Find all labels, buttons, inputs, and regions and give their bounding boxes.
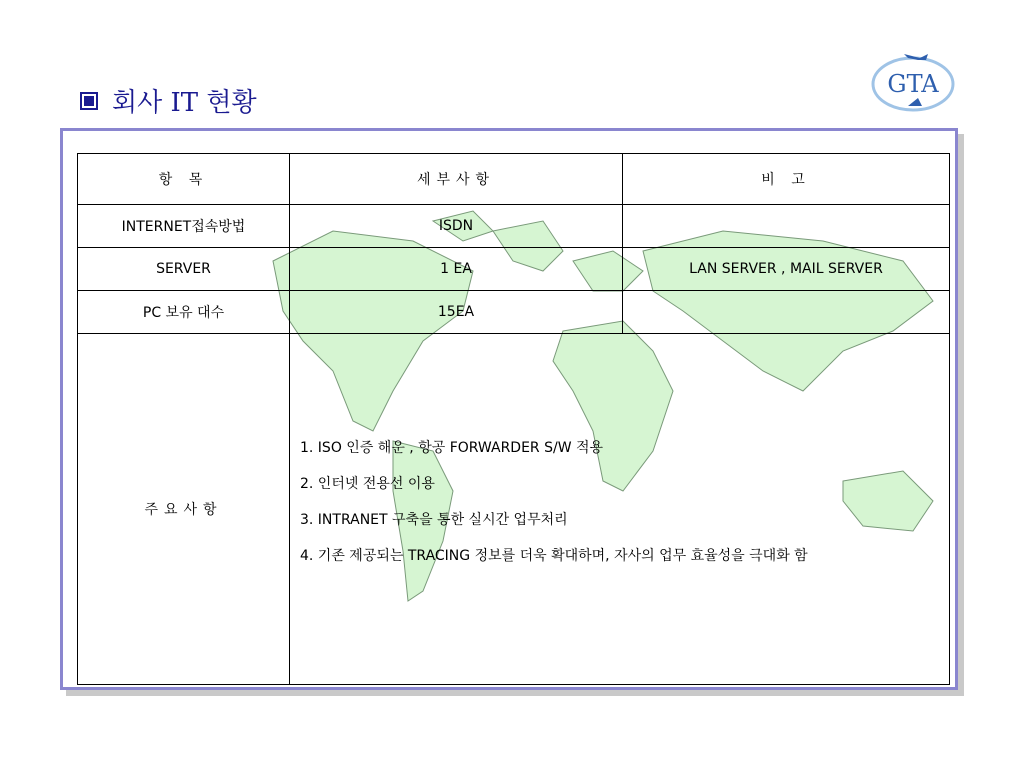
main-items-label: 주요사항 [78,334,290,685]
it-status-table [77,153,950,685]
table-row [78,205,950,248]
list-item: 2. 인터넷 전용선 이용 [300,476,435,492]
list-item: 3. INTRANET 구축을 통한 실시간 업무처리 [300,512,568,528]
row-item: INTERNET접속방법 [78,205,290,248]
main-items-list [290,334,950,685]
list-item: 4. 기존 제공되는 TRACING 정보를 더욱 확대하며, 자사의 업무 효율성을 극대화 함 [300,548,808,564]
gta-logo [868,46,958,116]
row-detail: 15EA [290,291,623,334]
header-detail: 세부사항 [290,154,623,205]
table-header-row [78,154,950,205]
row-detail: ISDN [290,205,623,248]
page-title [80,82,257,119]
header-note: 비 고 [623,154,950,205]
row-item: PC 보유 대수 [78,291,290,334]
list-item: 1. ISO 인증 해운 , 항공 FORWARDER S/W 적용 [300,440,604,456]
content-frame [60,128,958,690]
main-items-row [78,334,950,685]
table-row [78,248,950,291]
header-item: 항 목 [78,154,290,205]
table-row [78,291,950,334]
row-note [623,205,950,248]
page-title-text: 회사 IT 현황 [112,88,257,118]
row-item: SERVER [78,248,290,291]
row-note: LAN SERVER , MAIL SERVER [623,248,950,291]
square-bullet-icon [80,92,98,110]
row-note [623,291,950,334]
logo-text: GTA [887,70,939,98]
row-detail: 1 EA [290,248,623,291]
